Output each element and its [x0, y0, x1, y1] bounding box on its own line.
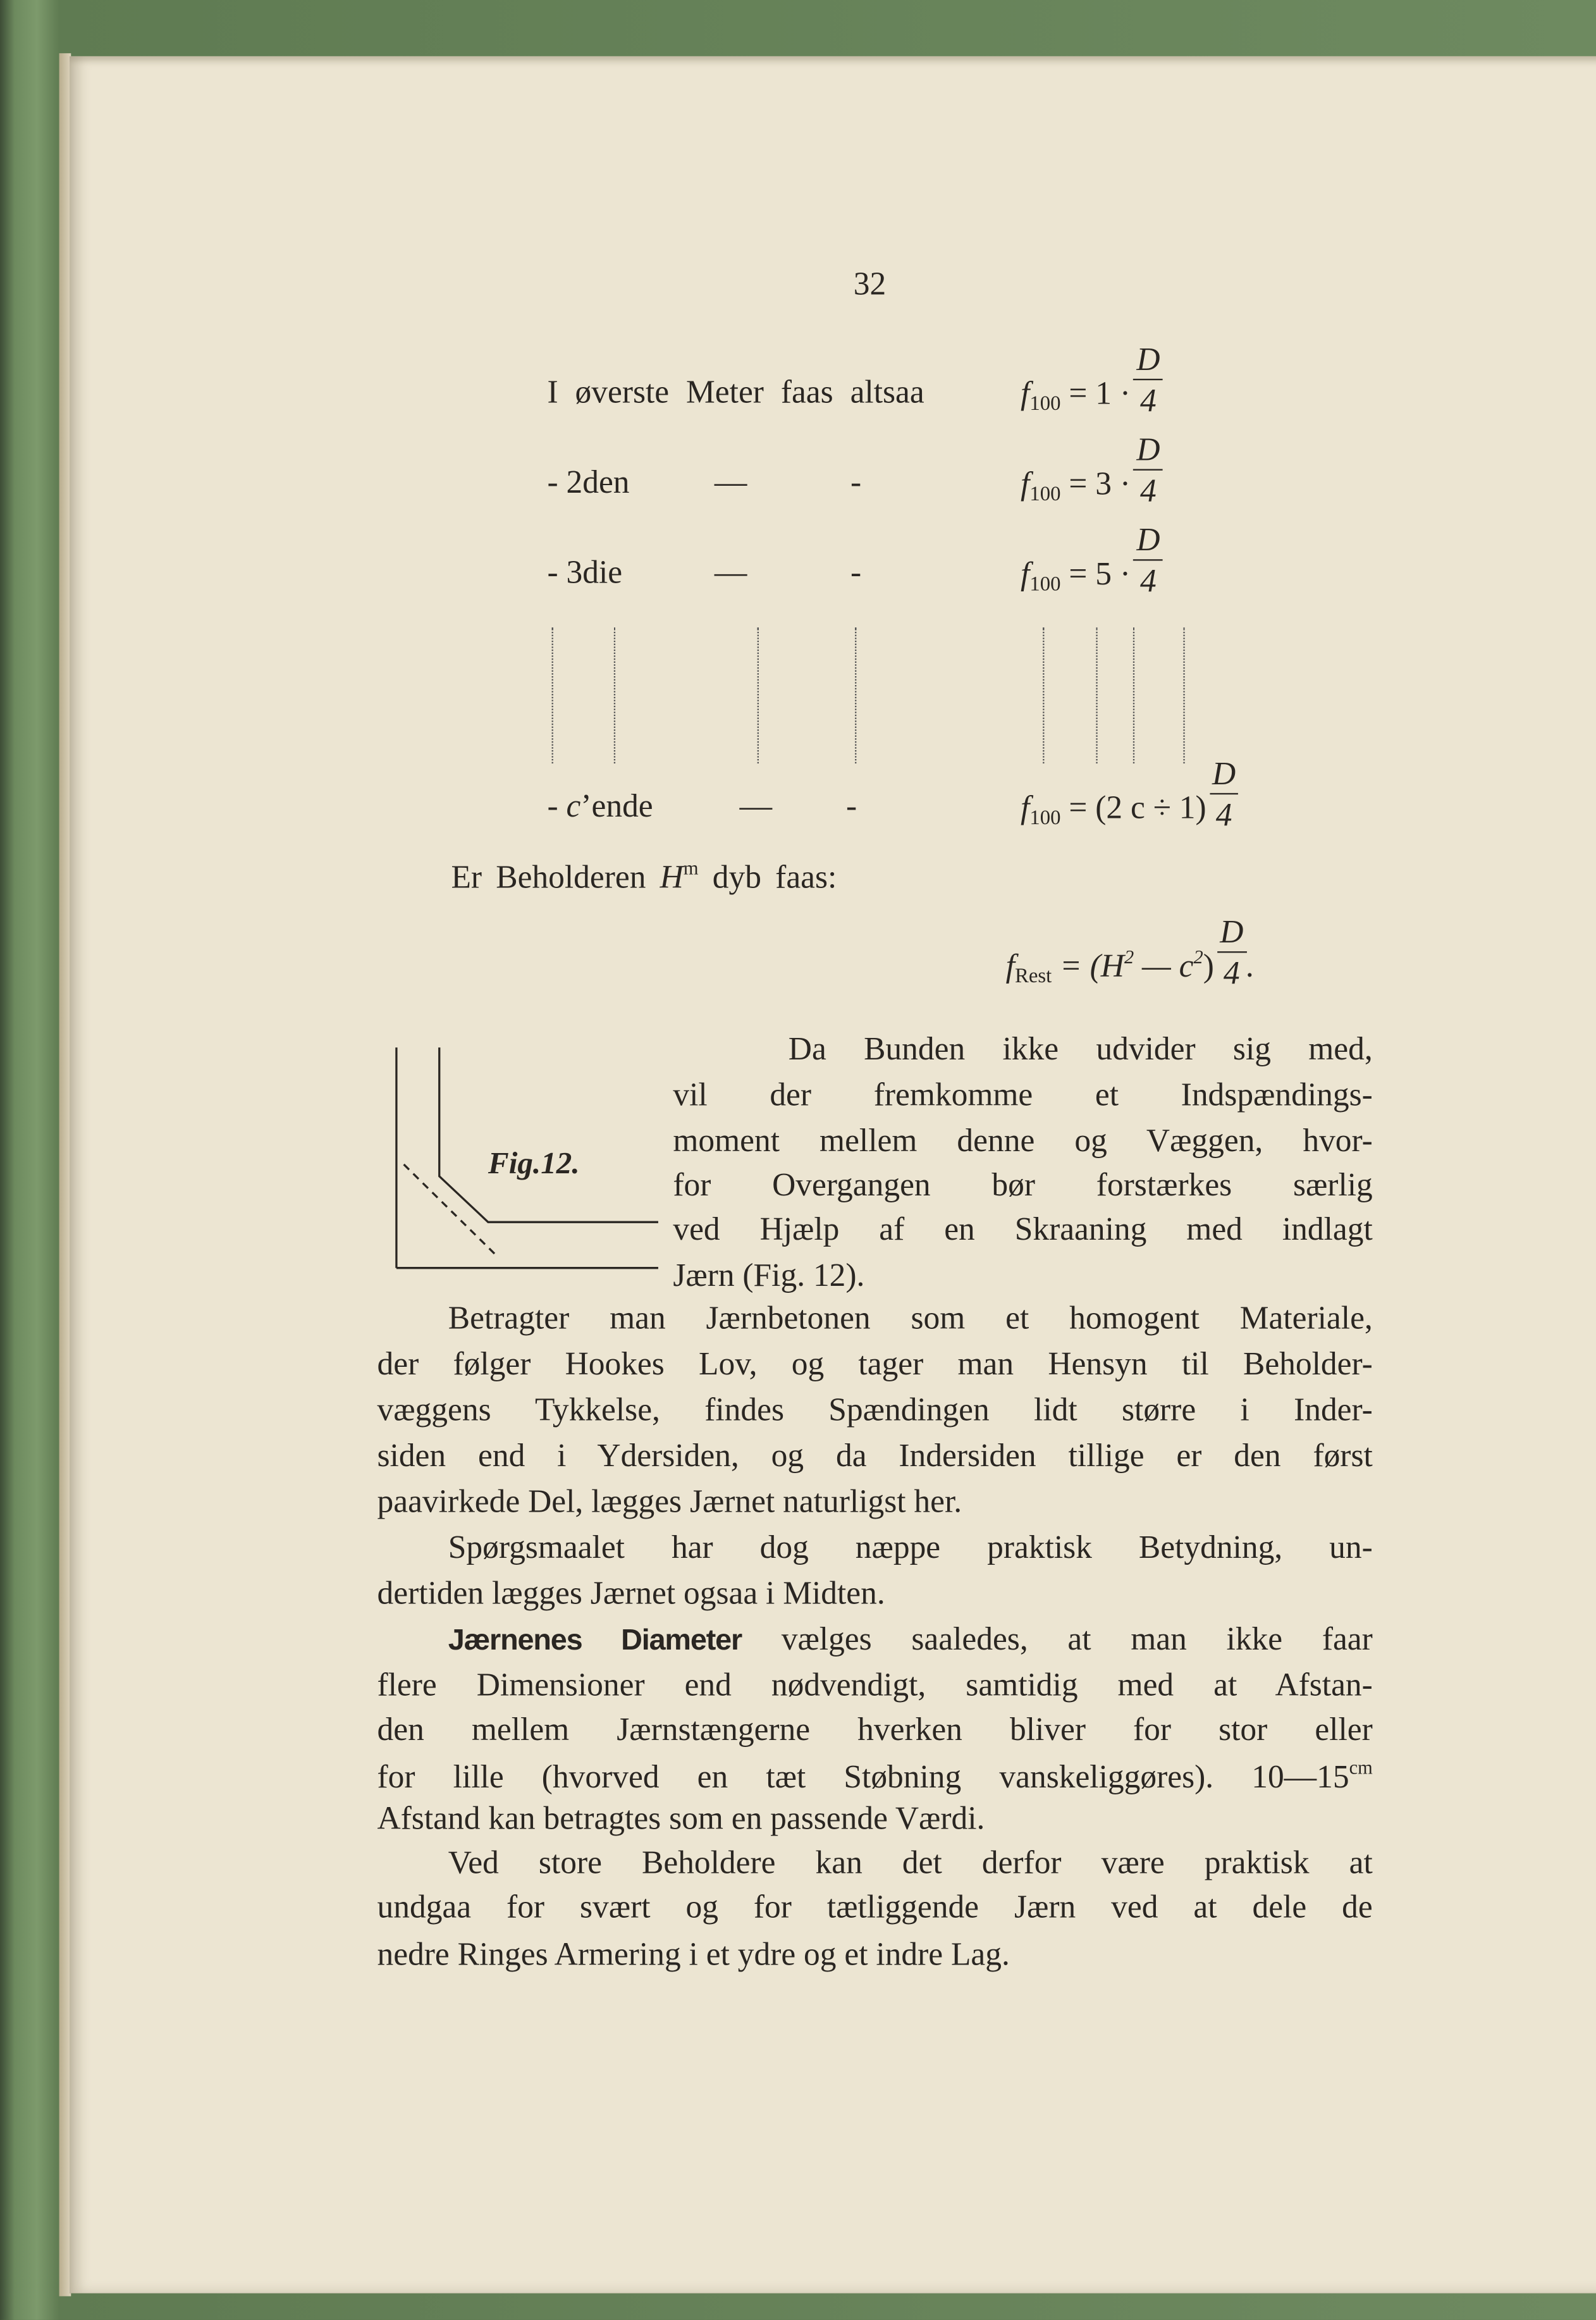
inner-wall-haunch-line: [439, 1047, 658, 1222]
paragraph-2-line: siden end i Ydersiden, og da Indersiden tillige er den først: [377, 1436, 1373, 1474]
paragraph-1-line: Jærn (Fig. 12).: [673, 1256, 865, 1293]
dotted-line: [1043, 627, 1044, 763]
paragraph-4-line: for lille (hvorved en tæt Støbning vanskeliggøres). $10—15^{cm}$: [377, 1756, 1373, 1795]
paragraph-4-line: Jærnenes Diameter vælges saaledes, at man ikke faar: [448, 1620, 1373, 1657]
paragraph-1-line: vil der fremkomme et Indspændings-: [673, 1075, 1373, 1113]
depth-line: Er Beholderen $H^m$ dyb faas:: [451, 856, 837, 896]
paragraph-3-line: Spørgsmaalet har dog næppe praktisk Betydning, un-: [448, 1528, 1373, 1565]
paragraph-2-line: der følger Hookes Lov, og tager man Hensyn til Beholder-: [377, 1345, 1373, 1382]
dotted-line: [552, 627, 553, 763]
ditto-mark: -: [850, 463, 862, 500]
formula-row-3-label: - 3die: [547, 553, 623, 591]
dotted-line: [758, 627, 759, 763]
paragraph-3-line: dertiden lægges Jærnet ogsaa i Midten.: [377, 1574, 885, 1612]
page-number: 32: [853, 264, 887, 302]
figure-label: Fig.12.: [488, 1145, 580, 1181]
ditto-mark: -: [846, 787, 857, 824]
formula-row-4-label: - c’ende: [547, 787, 653, 824]
ditto-mark: -: [850, 553, 862, 591]
paragraph-2-line: paavirkede Del, lægges Jærnet naturligst her.: [377, 1482, 962, 1520]
formula-row-1-label: I øverste Meter faas altsaa: [547, 373, 924, 410]
paragraph-1-line: for Overgangen bør forstærkes særlig: [673, 1166, 1373, 1203]
paragraph-5-line: Ved store Beholdere kan det derfor være praktisk at: [448, 1843, 1373, 1881]
paragraph-1-line: ved Hjælp af en Skraaning med indlagt: [673, 1210, 1373, 1247]
paragraph-4-line: Afstand kan betragtes som en passende Værdi.: [377, 1799, 985, 1836]
formula-row-1: $f_{100} = 1$ · $\frac{D}{4}$: [1021, 376, 1163, 417]
reinforcement-bar-dashed: [404, 1164, 496, 1255]
formula-row-2-label: - 2den: [547, 463, 630, 500]
paragraph-4-line: flere Dimensioner end nødvendigt, samtidig med at Afstan-: [377, 1665, 1373, 1703]
dotted-line: [1096, 627, 1097, 763]
ditto-dash: —: [714, 553, 747, 591]
bold-heading: Jærnenes Diameter: [448, 1624, 742, 1657]
paragraph-5-line: undgaa for svært og for tætliggende Jærn ved at dele de: [377, 1887, 1373, 1925]
ditto-dash: —: [714, 463, 747, 500]
formula-row-3: $f_{100} = 5$ · $\frac{D}{4}$: [1021, 557, 1163, 598]
paragraph-5-line: nedre Ringes Armering i et ydre og et indre Lag.: [377, 1935, 1010, 1973]
paragraph-1-line: Da Bunden ikke udvider sig med,: [788, 1030, 1373, 1067]
paragraph-2-line: væggens Tykkelse, findes Spændingen lidt større i Inder-: [377, 1390, 1373, 1428]
formula-row-4: $f_{100} = (2$ c ÷ 1) $\frac{D}{4}$: [1021, 790, 1239, 831]
dotted-line: [1133, 627, 1134, 763]
ditto-dash: —: [739, 787, 773, 824]
paragraph-1-line: moment mellem denne og Væggen, hvor-: [673, 1121, 1373, 1159]
dotted-line: [614, 627, 615, 763]
rest-formula: $f_{Rest} = (H^2$ — $c^2$) $\frac{D}{4}$ .: [1005, 913, 1255, 992]
paragraph-4-line: den mellem Jærnstængerne hverken bliver for stor eller: [377, 1710, 1373, 1748]
dotted-line: [855, 627, 856, 763]
formula-row-2: $f_{100} = 3$ · $\frac{D}{4}$: [1021, 466, 1163, 507]
paragraph-2-line: Betragter man Jærnbetonen som et homogent Materiale,: [448, 1299, 1373, 1336]
dotted-line: [1183, 627, 1184, 763]
